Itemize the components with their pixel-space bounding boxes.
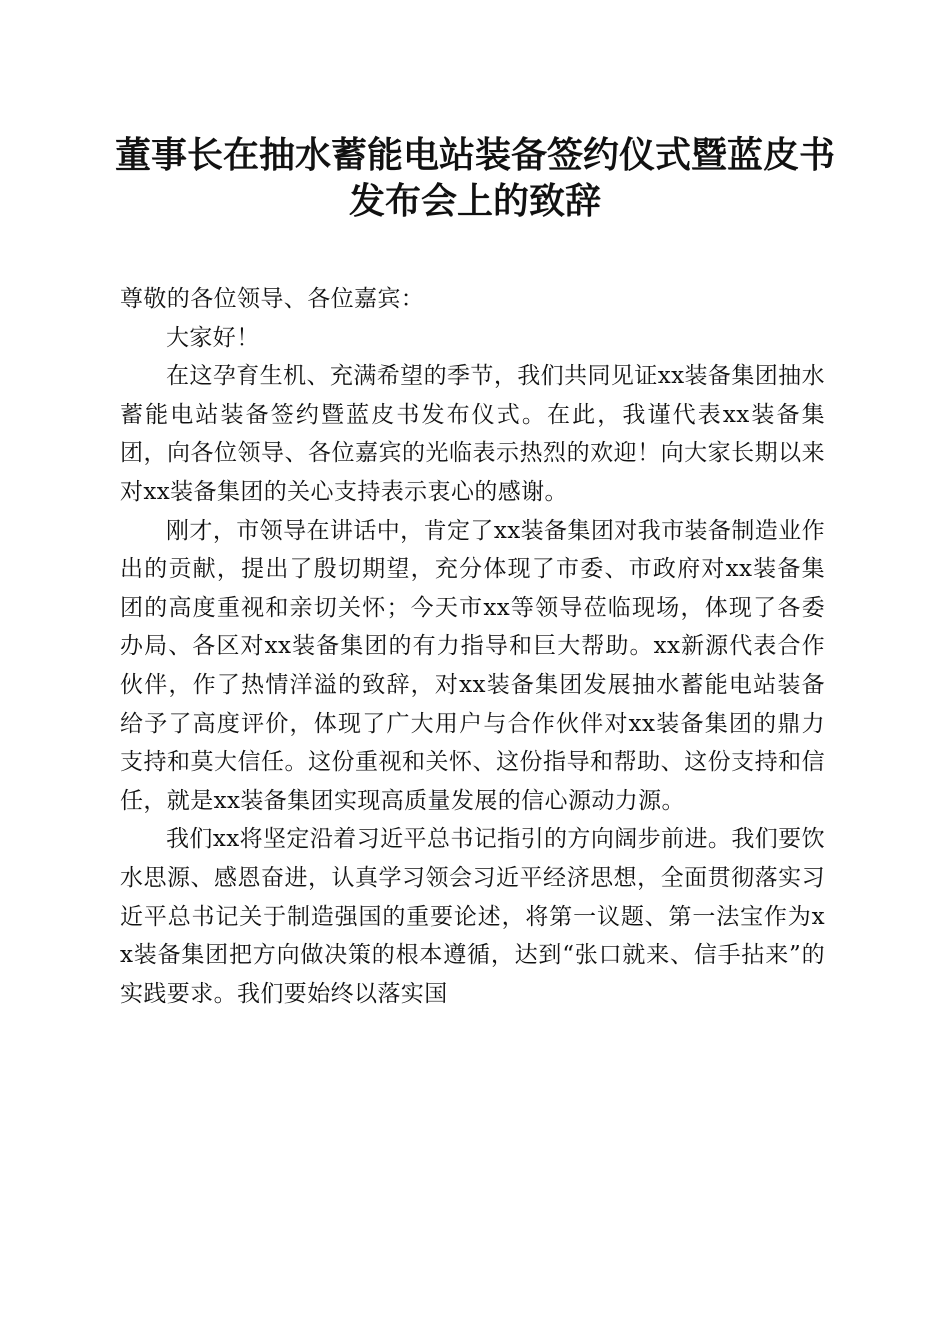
paragraph-2: 刚才，市领导在讲话中，肯定了xx装备集团对我市装备制造业作出的贡献，提出了殷切期望，充分体现了市委、市政府对xx装备集团的高度重视和亲切关怀；今天市xx等领导莅临现场，体现了各委办局、各区对xx装备集团的有力指导和巨大帮助。xx新源代表合作伙伴，作了热情洋溢的致辞，对xx装备集团发展抽水蓄能电站装备给予了高度评价，体现了广大用户与合作伙伴对xx装备集团的鼎力支持和莫大信任。这份重视和关怀、这份指导和帮助、这份支持和信任，就是xx装备集团实现高质量发展的信心源动力源。 — [120, 517, 825, 814]
salutation: 尊敬的各位领导、各位嘉宾： — [120, 286, 425, 312]
document-body — [120, 280, 825, 1013]
greeting: 大家好！ — [166, 324, 260, 351]
paragraph-1: 在这孕育生机、充满希望的季节，我们共同见证xx装备集团抽水蓄能电站装备签约暨蓝皮书发布仪式。在此，我谨代表xx装备集团，向各位领导、各位嘉宾的光临表示热烈的欢迎！向大家长期以来对xx装备集团的关心支持表示衷心的感谢。 — [120, 363, 825, 505]
paragraph-3: 我们xx将坚定沿着习近平总书记指引的方向阔步前进。我们要饮水思源、感恩奋进，认真学习领会习近平经济思想，全面贯彻落实习近平总书记关于制造强国的重要论述，将第一议题、第一法宝作为xx装备集团把方向做决策的根本遵循，达到“张口就来、信手拈来”的实践要求。我们要始终以落实国 — [120, 826, 825, 1007]
title-line-2: 发布会上的致辞 — [348, 180, 601, 222]
document-title — [100, 132, 850, 224]
title-line-1: 董事长在抽水蓄能电站装备签约仪式暨蓝皮书 — [114, 134, 835, 176]
